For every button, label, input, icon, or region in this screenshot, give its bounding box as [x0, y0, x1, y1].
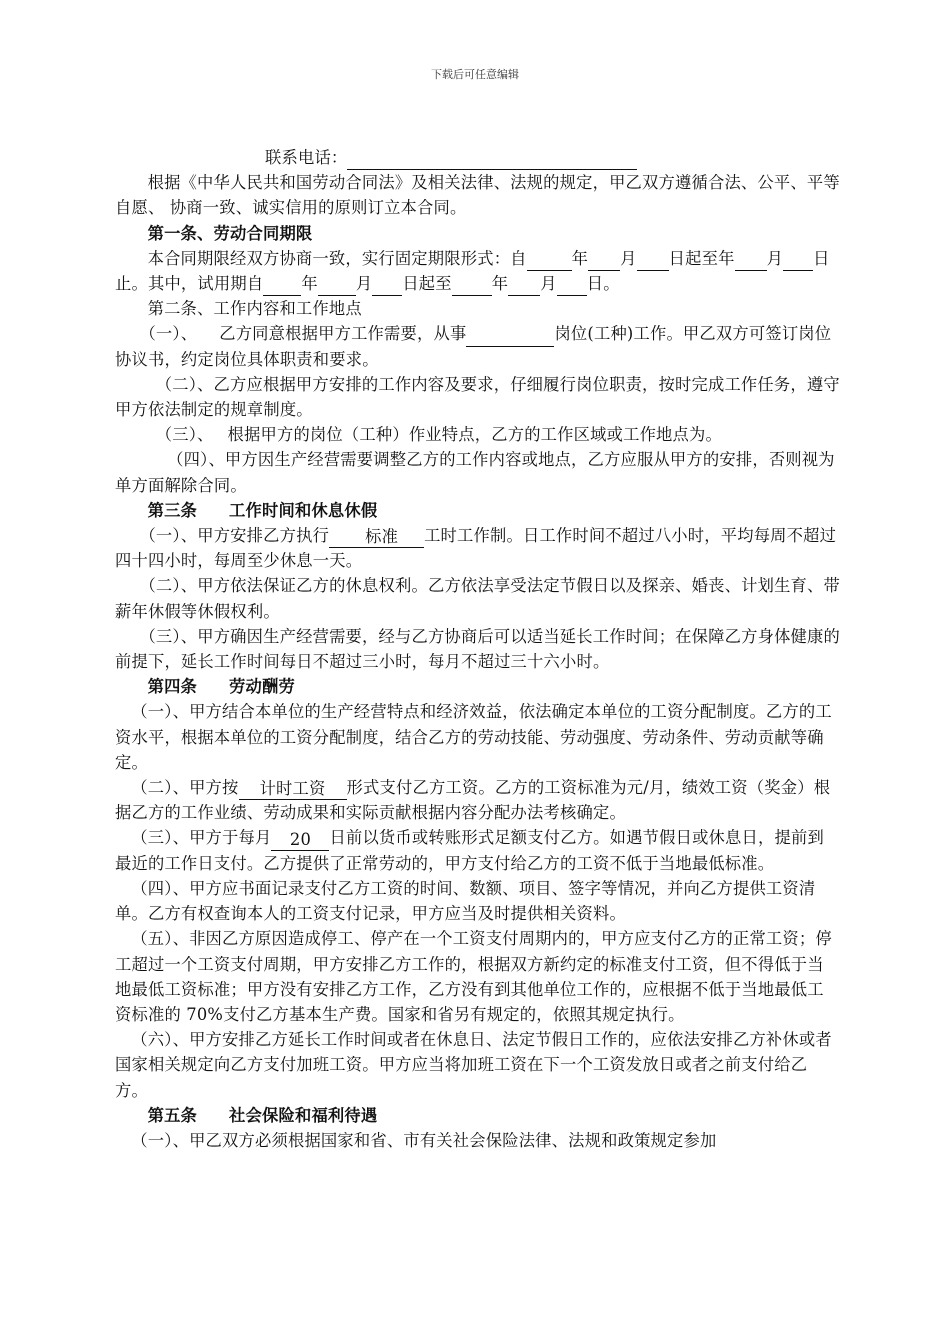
article-4-item-4: （四）、甲方应书面记录支付乙方工资的时间、数额、项目、签字等情况，并向乙方提供工资清单。乙方有权查询本人的工资支付记录，甲方应当及时提供相关资料。	[115, 878, 816, 924]
item-2-text-b: 形式支付乙方工资。乙方的工资标准为元/月，绩效工资（奖金）根据乙方的工作业绩、劳动成果和实际贡献根据内容分配办法考核确定。	[115, 778, 831, 823]
item-1-num: （一）、	[139, 324, 198, 344]
contract-body	[115, 145, 840, 1153]
start-to-text: 日起至	[668, 248, 719, 268]
pay-form-field[interactable]: 计时工资	[239, 778, 347, 800]
item-3-text-a: （三）、甲方于每月	[131, 828, 272, 848]
article-4-item-2	[115, 775, 840, 825]
year-char: 年	[718, 248, 735, 268]
day-end-text: 日。	[586, 274, 620, 294]
item-1-text-a: （一）、甲方安排乙方执行	[139, 526, 330, 546]
article-3-name: 工作时间和休息休假	[229, 500, 378, 520]
item-1-text-a: 乙方同意根据甲方工作需要，从事	[219, 324, 467, 344]
article-3-title	[115, 498, 840, 523]
work-system-field[interactable]: 标准	[329, 526, 424, 548]
article-4-name: 劳动酬劳	[229, 677, 295, 697]
probation-start-year-blank[interactable]	[263, 274, 301, 296]
probation-text: 日止。其中，试用期自	[115, 248, 830, 294]
article-2-item-1	[115, 321, 840, 371]
year-char: 年	[571, 248, 589, 268]
year-char: 年	[301, 274, 318, 294]
term-text-a: 本合同期限经双方协商一致，实行固定期限形式：自	[147, 248, 527, 268]
article-2-item-3	[115, 422, 840, 447]
article-4-item-3	[115, 825, 840, 875]
article-2-title: 第二条、工作内容和工作地点	[147, 299, 362, 319]
header-note: 下载后可任意编辑	[431, 68, 519, 81]
probation-start-day-blank[interactable]	[372, 274, 402, 296]
item-3-text-b: 日前以货币或转账形式足额支付乙方。如遇节假日或休息日，提前到最近的工作日支付。乙方提供了正常劳动的，甲方支付给乙方的工资不低于当地最低标准。	[115, 828, 824, 873]
article-5-item-1: （一）、甲乙双方必须根据国家和省、市有关社会保险法律、法规和政策规定参加	[131, 1130, 717, 1150]
start-year-blank[interactable]	[527, 249, 572, 271]
month-char: 月	[540, 274, 557, 294]
article-3-num: 第三条	[147, 500, 198, 520]
start-month-blank[interactable]	[588, 249, 620, 271]
end-month-blank[interactable]	[735, 249, 767, 271]
article-5-name: 社会保险和福利待遇	[229, 1105, 378, 1125]
item-2-text-a: （二）、甲方按	[131, 778, 239, 798]
article-4-item-6: （六）、甲方安排乙方延长工作时间或者在休息日、法定节假日工作的，应依法安排乙方补休或者国家相关规定向乙方支付加班工资。甲方应当将加班工资在下一个工资发放日或者之前支付给乙方。	[115, 1030, 832, 1100]
article-3-item-3: （三）、甲方确因生产经营需要，经与乙方协商后可以适当延长工作时间；在保障乙方身体健康的前提下，延长工作时间每日不超过三小时，每月不超过三十六小时。	[115, 626, 840, 672]
probation-end-year-blank[interactable]	[452, 274, 492, 296]
start-to-text: 日起至	[402, 274, 452, 294]
phone-label: 联系电话：	[265, 148, 348, 167]
start-day-blank[interactable]	[637, 249, 669, 271]
article-2-item-4: （四）、甲方因生产经营需要调整乙方的工作内容或地点，乙方应服从甲方的安排，否则视为单方面解除合同。	[115, 450, 835, 495]
article-2-item-2: （二）、乙方应根据甲方安排的工作内容及要求，仔细履行岗位职责，按时完成工作任务，遵守甲方依法制定的规章制度。	[115, 374, 840, 420]
year-char: 年	[491, 274, 509, 294]
probation-start-month-blank[interactable]	[318, 274, 356, 296]
month-char: 月	[355, 274, 373, 294]
month-char: 月	[620, 248, 637, 268]
article-1-term	[115, 246, 840, 296]
article-3-item-1	[115, 523, 840, 573]
end-day-blank[interactable]	[783, 249, 813, 271]
phone-line	[115, 145, 840, 170]
probation-end-day-blank[interactable]	[557, 274, 587, 296]
article-3-item-2: （二）、甲方依法保证乙方的休息权利。乙方依法享受法定节假日以及探亲、婚丧、计划生育、带薪年休假等休假权利。	[115, 576, 840, 621]
pay-day-field[interactable]: 20	[271, 829, 329, 851]
item-3-num: （三）、	[155, 425, 214, 445]
intro-paragraph: 根据《中华人民共和国劳动合同法》及相关法律、法规的规定，甲乙双方遵循合法、公平、平等自愿、 协商一致、诚实信用的原则订立本合同。	[115, 173, 840, 218]
item-1-text-b: 工时工作制。日工作时间不超过八小时，平均每周不超过四十四小时，每周至少休息一天。	[115, 526, 837, 571]
month-char: 月	[766, 248, 784, 268]
item-3-end: 。	[705, 425, 722, 445]
article-4-item-1: （一）、甲方结合本单位的生产经营特点和经济效益，依法确定本单位的工资分配制度。乙方的工资水平，根据本单位的工资分配制度，结合乙方的劳动技能、劳动强度、劳动条件、劳动贡献等确定。	[115, 702, 832, 772]
probation-end-month-blank[interactable]	[508, 274, 540, 296]
article-4-title	[115, 674, 840, 699]
item-3-text: 根据甲方的岗位（工种）作业特点，乙方的工作区域或工作地点为	[227, 425, 706, 445]
article-1-title: 第一条、劳动合同期限	[147, 223, 313, 243]
article-4-item-5: （五）、非因乙方原因造成停工、停产在一个工资支付周期内的，甲方应支付乙方的正常工资；停工超过一个工资支付周期，甲方安排乙方工作的，根据双方新约定的标准支付工资，但不得低于当地最低工资标准；甲方没有安排乙方工作，乙方没有到其他单位工作的，应根据不低于当地最低工资标准的 70%支付乙方基本生产费。国家和省另有规定的，依照其规定执行。	[115, 929, 832, 1024]
phone-blank[interactable]	[347, 148, 637, 170]
article-4-num: 第四条	[147, 677, 198, 697]
item-1-text-b: 岗位(工种)工作。甲乙双方可签订岗位协议书，约定岗位具体职责和要求。	[115, 324, 832, 369]
position-blank[interactable]	[466, 325, 554, 347]
article-5-title	[115, 1103, 840, 1128]
article-5-num: 第五条	[147, 1105, 198, 1125]
